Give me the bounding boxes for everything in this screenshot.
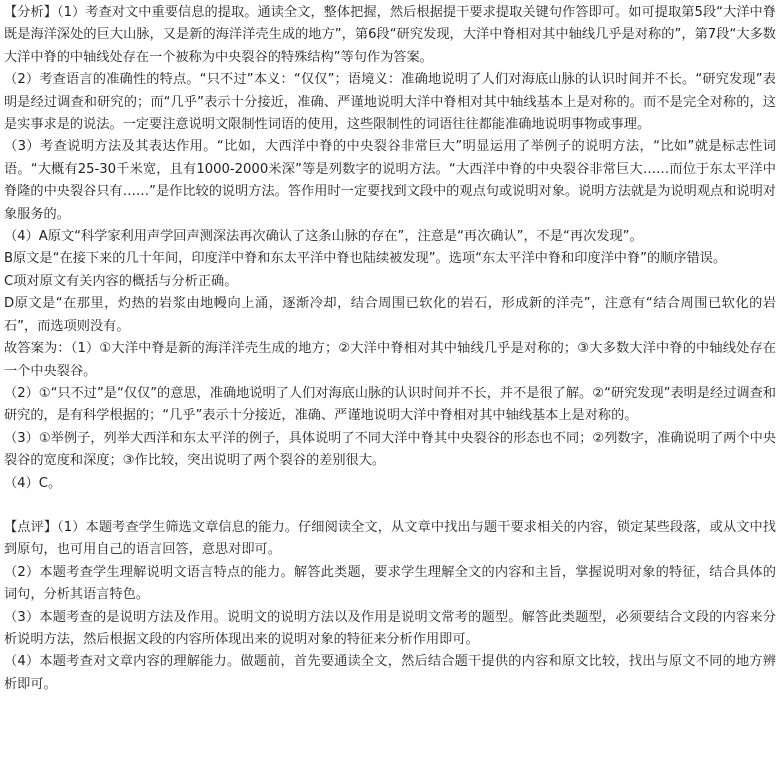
answer-paragraph-q4: （4）C。 <box>4 475 62 491</box>
analysis-paragraph-q3: （3）考查说明方法及其表达作用。“比如，大西洋中脊的中央裂谷非常巨大”明显运用了举例子的说明方法，“比如”就是标志性词语。“大概有25-30千米宽，且有1000-2000米深”等是列数字的说明方法。“大西洋中脊的中央裂谷非常巨大……而位于东太平洋中脊隆的中央裂谷只有……”是作比较的说明方法。答作用时一定要找到文段中的观点句或说明对象。说明方法就是为说明观点和说明对象服务的。 <box>4 139 776 222</box>
review-paragraph-q1: 【点评】（1）本题考查学生筛选文章信息的能力。仔细阅读全文，从文章中找出与题干要求相关的内容，锁定某些段落，或从文中找到原句，也可用自己的语言回答，意思对即可。 <box>4 519 776 558</box>
answer-paragraph-q3: （3）①举例子，列举大西洋和东太平洋的例子，具体说明了不同大洋中脊其中央裂谷的形态也不同；②列数字，准确说明了两个中央裂谷的宽度和深度；③作比较，突出说明了两个裂谷的差别很大。 <box>4 430 776 469</box>
analysis-paragraph-q2: （2）考查语言的准确性的特点。“只不过”本义：“仅仅”；语境义：准确地说明了人们对海底山脉的认识时间并不长。“研究发现”表明是经过调查和研究的；而“几乎”表示十分接近，准确、严谨地说明大洋中脊相对其中轴线基本上是对称的。而不是完全对称的，这是实事求是的说法。一定要注意说明文限制性词语的使用，这些限制性的词语往往都能准确地说明事物或事理。 <box>4 72 776 133</box>
analysis-paragraph-q4-option-c: C项对原文有关内容的概括与分析正确。 <box>4 273 238 289</box>
analysis-paragraph-q4-option-a: （4）A原文“科学家利用声学回声测深法再次确认了这条山脉的存在”，注意是“再次确认”，不是“再次发现”。 <box>4 229 643 245</box>
review-paragraph-q3: （3）本题考查的是说明方法及作用。说明文的说明方法以及作用是说明文常考的题型。解答此类题型，必须要结合文段的内容来分析说明方法，然后根据文段的内容所体现出来的说明对象的特征来分析作用即可。 <box>4 609 776 647</box>
analysis-paragraph-q4-option-b: B原文是“在接下来的几十年间，印度洋中脊和东太平洋中脊也陆续被发现”。选项“东太平洋中脊和印度洋中脊”的顺序错误。 <box>4 251 727 267</box>
section-spacer <box>4 495 776 517</box>
review-paragraph-q2: （2）本题考查学生理解说明文语言特点的能力。解答此类题，要求学生理解全文的内容和主旨，掌握说明对象的特征，结合具体的词句，分析其语言特色。 <box>4 564 776 603</box>
answer-paragraph-q2: （2）①“只不过”是“仅仅”的意思，准确地说明了人们对海底山脉的认识时间并不长，并不是很了解。②“研究发现”表明是经过调查和研究的，是有科学根据的；“几乎”表示十分接近，准确、严谨地说明大洋中脊相对其中轴线基本上是对称的。 <box>4 385 776 424</box>
analysis-paragraph-intro: 【分析】（1）考查对文中重要信息的提取。通读全文，整体把握，然后根据提干要求提取关键句作答即可。如可提取第5段“大洋中脊既是海洋深处的巨大山脉，又是新的海洋洋壳生成的地方”，第6段“研究发现，大洋中脊相对其中轴线几乎是对称的”，第7段“大多数大洋中脊的中轴线处存在一个被称为中央裂谷的特殊结构”等句作为答案。 <box>4 5 776 65</box>
analysis-section <box>4 2 776 495</box>
review-section <box>4 517 776 696</box>
review-paragraph-q4: （4）本题考查对文章内容的理解能力。做题前，首先要通读全文，然后结合题干提供的内容和原文比较，找出与原文不同的地方辨析即可。 <box>4 654 776 692</box>
analysis-paragraph-q4-option-d: D原文是“在那里，灼热的岩浆由地幔向上涌，逐渐冷却，结合周围已软化的岩石，形成新的洋壳”，注意有“结合周围已软化的岩石”，而选项则没有。 <box>4 296 776 334</box>
answer-paragraph-q1: 故答案为：（1）①大洋中脊是新的海洋洋壳生成的地方；②大洋中脊相对其中轴线几乎是对称的；③大多数大洋中脊的中轴线处存在一个中央裂谷。 <box>4 341 776 379</box>
